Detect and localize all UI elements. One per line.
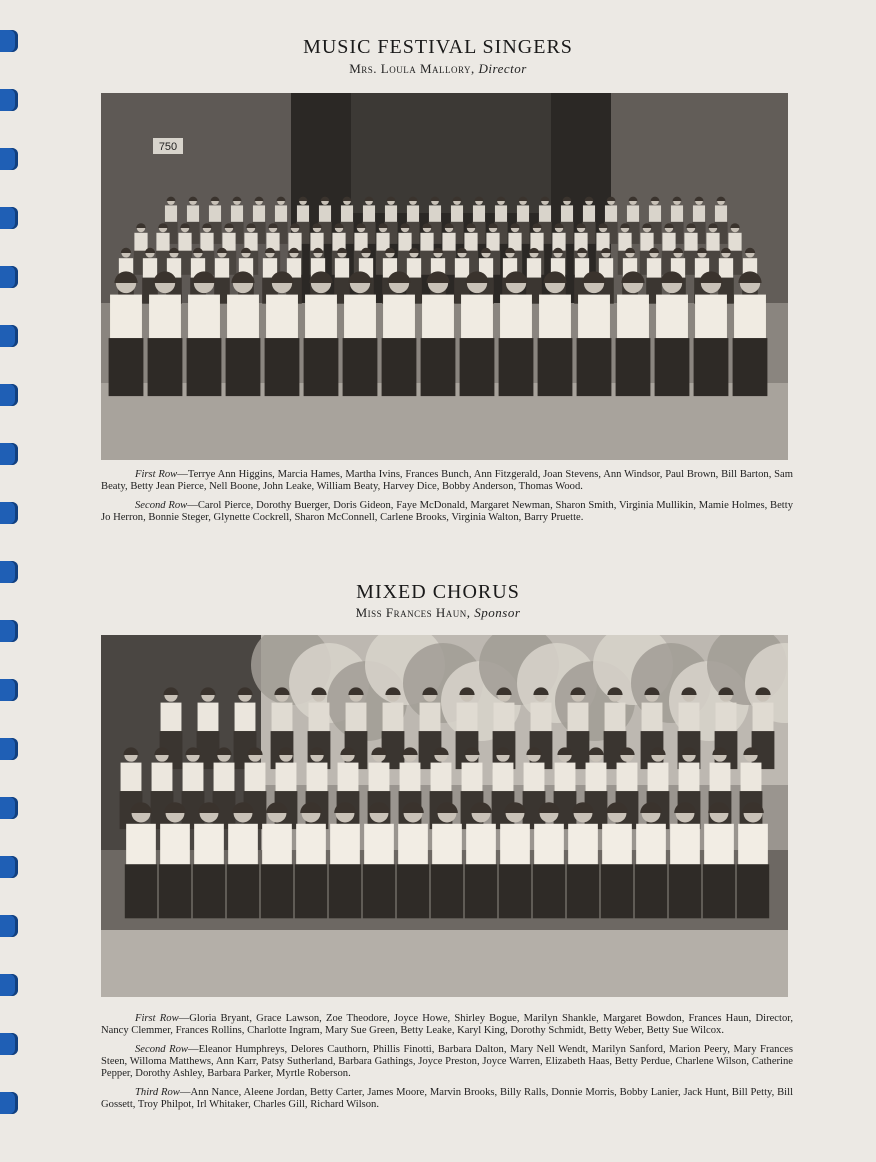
director-name: Mrs. Loula Mallory, <box>349 61 475 76</box>
binding-ring <box>0 915 18 937</box>
director-role: Director <box>478 61 527 76</box>
binding-ring <box>0 325 18 347</box>
binding-ring <box>0 679 18 701</box>
caption-mixed-chorus <box>101 1013 793 1118</box>
caption-music-festival-singers <box>101 469 793 531</box>
row-label: Second Row <box>135 500 188 511</box>
row-label: First Row <box>135 469 178 480</box>
section-sponsor-line <box>0 605 876 621</box>
binding-ring <box>0 561 18 583</box>
photo-mixed-chorus <box>101 635 788 997</box>
row-label: Second Row <box>135 1044 188 1055</box>
binding-ring <box>0 1033 18 1055</box>
group-photo-2 <box>101 635 788 997</box>
binding-ring <box>0 620 18 642</box>
binding-ring <box>0 148 18 170</box>
binding-ring <box>0 89 18 111</box>
section-title-music-festival-singers: MUSIC FESTIVAL SINGERS <box>303 36 573 58</box>
row-names: —Eleanor Humphreys, Delores Cauthorn, Phillis Finotti, Barbara Dalton, Mary Nell Wendt, Marilyn Sanford, Marion Peery, Mary Frances Steen, Willoma Matthews, Ann Karr, Patsy Sutherland, Barbara Gathings, Joyce Preston, Joyce Warren, Elizabeth Haas, Betty Perdue, Charlene Wilson, Catherine Pepper, Dorothy Ashley, Barbara Parker, Myrtle Roberson. <box>101 1044 793 1079</box>
binding-ring <box>0 856 18 878</box>
binding-ring <box>0 738 18 760</box>
binding-ring <box>0 266 18 288</box>
section-title-mixed-chorus: MIXED CHORUS <box>356 581 520 603</box>
row-names: —Carol Pierce, Dorothy Buerger, Doris Gideon, Faye McDonald, Margaret Newman, Sharon Smith, Virginia Mullikin, Mamie Holmes, Betty Jo Herron, Bonnie Steger, Glynette Cockrell, Sharon McConnell, Carlene Brooks, Virginia Walton, Barry Pruette. <box>101 500 793 523</box>
binding-ring <box>0 502 18 524</box>
binding-ring <box>0 443 18 465</box>
binding-ring <box>0 974 18 996</box>
row-label: First Row <box>135 1013 179 1024</box>
binding-ring <box>0 207 18 229</box>
binding-ring <box>0 1092 18 1114</box>
caption-row <box>101 1087 793 1111</box>
binding-ring <box>0 384 18 406</box>
sponsor-role: Sponsor <box>474 605 521 620</box>
caption-row <box>101 469 793 493</box>
binding-ring <box>0 797 18 819</box>
row-label: Third Row <box>135 1087 180 1098</box>
row-names: —Gloria Bryant, Grace Lawson, Zoe Theodore, Joyce Howe, Shirley Bogue, Marilyn Shankle, Margaret Bowdon, Frances Haun, Director, Nancy Clemmer, Frances Rollins, Charlotte Ingram, Mary Sue Green, Betty Leake, Karyl King, Dorothy Schmidt, Betty Weber, Betty Sue Wilcox. <box>101 1013 793 1036</box>
photo-music-festival-singers <box>101 93 788 460</box>
row-names: —Ann Nance, Aleene Jordan, Betty Carter, James Moore, Marvin Brooks, Billy Ralls, Donnie Morris, Bobby Lanier, Jack Hunt, Bill Petty, Bill Gossett, Troy Philpot, Irl Whitaker, Charles Gill, Richard Wilson. <box>101 1087 794 1110</box>
sponsor-name: Miss Frances Haun, <box>355 605 471 620</box>
row-names: —Terrye Ann Higgins, Marcia Hames, Martha Ivins, Frances Bunch, Ann Fitzgerald, Joan Stevens, Ann Windsor, Paul Brown, Bill Barton, Sam Beaty, Betty Jean Pierce, Nell Boone, John Leake, William Beaty, Harvey Dice, Bobby Anderson, Thomas Wood. <box>101 469 793 492</box>
building-number: 750 <box>158 141 178 153</box>
caption-row <box>101 1044 793 1080</box>
group-photo-1 <box>101 93 788 460</box>
section-director-line <box>0 61 876 77</box>
caption-row <box>101 1013 793 1037</box>
caption-row <box>101 500 793 524</box>
